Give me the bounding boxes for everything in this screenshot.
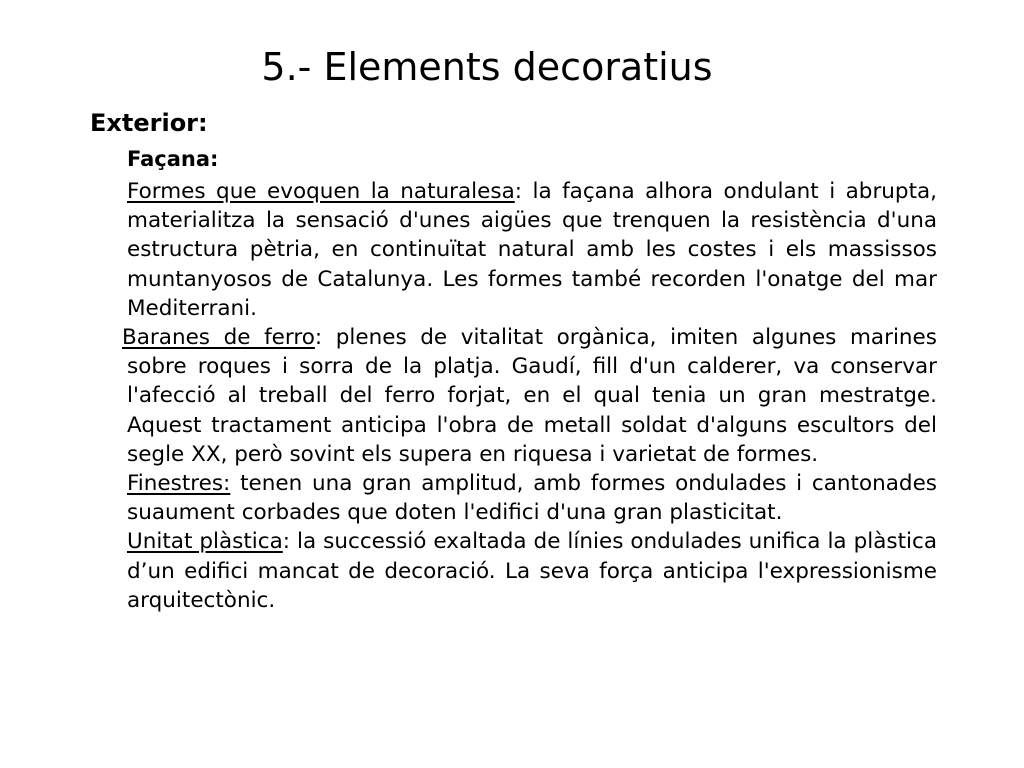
term-unitat: Unitat plàstica <box>127 529 283 555</box>
term-separator: : <box>314 325 323 351</box>
paragraph-finestres <box>127 469 937 527</box>
sub-heading: Façana: <box>127 147 219 171</box>
paragraph-baranes <box>122 323 937 469</box>
paragraph-text: plenes de vitalitat orgànica, imiten algunes marines sobre roques i sorra de la platja. Gaudí, fill d'un calderer, va conservar l'afecció al treball del ferro forjat, en el qual tenia un gran mestratge. Aquest tractament anticipa l'obra de metall soldat d'alguns escultors del segle XX, però sovint els supera en riquesa i varietat de formes. <box>127 325 937 467</box>
paragraph-text: la successió exaltada de línies ondulades unifica la plàstica d’un edifici mancat de decoració. La seva força anticipa l'expressionisme arquitectònic. <box>127 529 937 613</box>
term-finestres: Finestres: <box>127 471 231 497</box>
paragraph-formes <box>127 177 937 323</box>
term-separator: : <box>514 179 523 204</box>
paragraph-text: tenen una gran amplitud, amb formes ondulades i cantonades suaument corbades que doten l'edifici d'una gran plasticitat. <box>127 471 937 526</box>
paragraph-text: la façana alhora ondulant i abrupta, materialitza la sensació d'unes aigües que trenquen la resistència d'una estructura pètria, en continuïtat natural amb les costes i els massissos muntanyosos de Catalunya. Les formes també recorden l'onatge del mar Mediterrani. <box>127 179 938 321</box>
body-text <box>122 177 938 615</box>
term-baranes: Baranes de ferro <box>122 325 315 351</box>
term-separator: : <box>282 529 291 555</box>
slide-title: 5.- Elements decoratius <box>261 45 713 89</box>
paragraph-unitat <box>127 527 937 615</box>
section-heading: Exterior: <box>90 109 208 137</box>
term-formes: Formes que evoquen la naturalesa <box>127 179 515 204</box>
